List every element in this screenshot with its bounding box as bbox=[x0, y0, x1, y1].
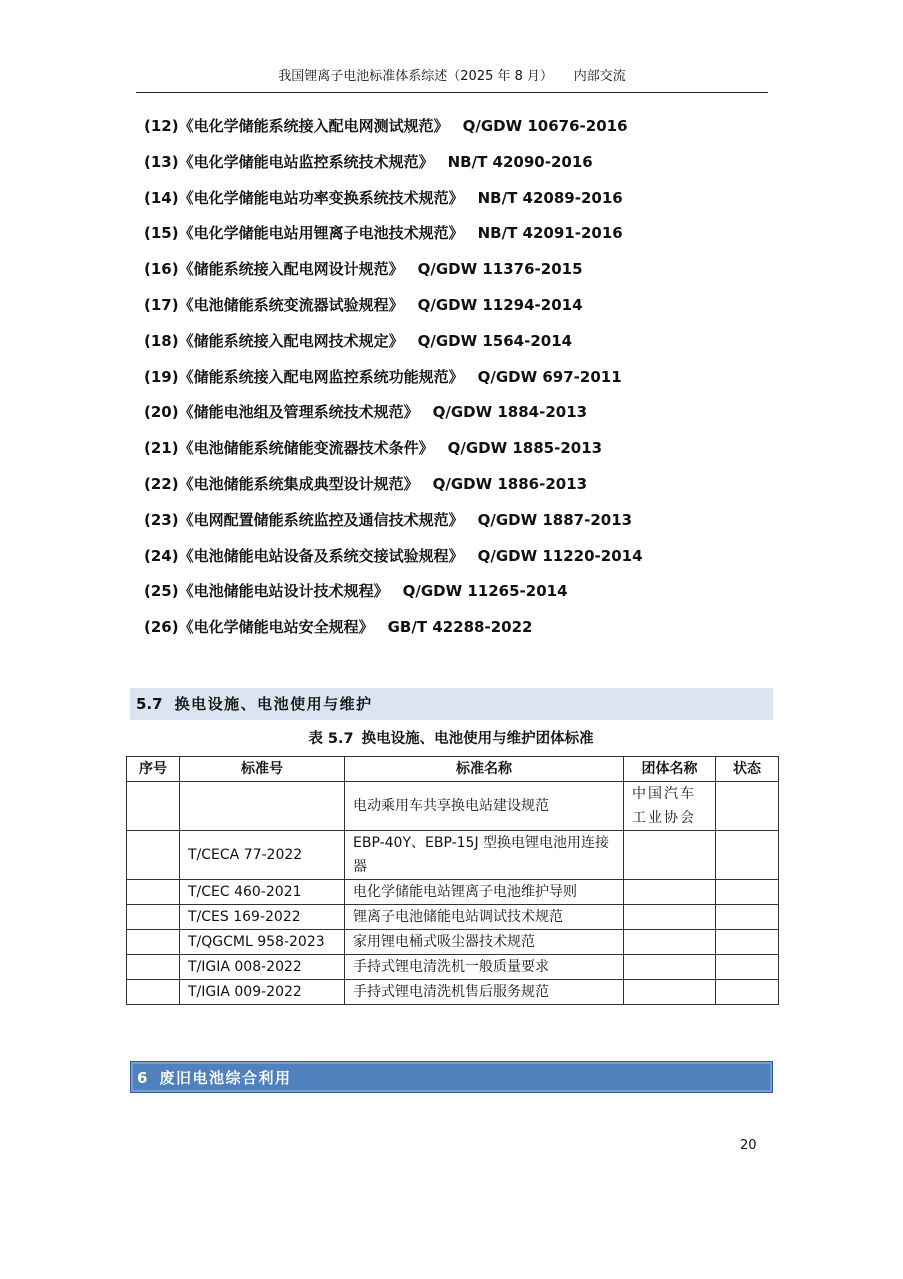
cell-name: 电动乘用车共享换电站建设规范 bbox=[345, 782, 624, 831]
list-item: (15)《电化学储能电站用锂离子电池技术规范》 NB/T 42091-2016 bbox=[144, 224, 623, 243]
col-header-name: 标准名称 bbox=[345, 757, 624, 782]
cell-name: 手持式锂电清洗机一般质量要求 bbox=[345, 955, 624, 980]
list-item: (20)《储能电池组及管理系统技术规范》 Q/GDW 1884-2013 bbox=[144, 403, 588, 422]
page-header bbox=[136, 66, 768, 93]
page-number: 20 bbox=[740, 1138, 757, 1153]
table-row bbox=[127, 930, 779, 955]
list-item: (19)《储能系统接入配电网监控系统功能规范》 Q/GDW 697-2011 bbox=[144, 367, 622, 386]
col-header-code: 标准号 bbox=[180, 757, 345, 782]
cell-status bbox=[716, 930, 779, 955]
cell-seq bbox=[127, 980, 180, 1005]
cell-org bbox=[624, 905, 716, 930]
list-item: (18)《储能系统接入配电网技术规定》 Q/GDW 1564-2014 bbox=[144, 331, 573, 350]
list-item: (26)《电化学储能电站安全规程》 GB/T 42288-2022 bbox=[144, 618, 533, 637]
list-item: (22)《电池储能系统集成典型设计规范》 Q/GDW 1886-2013 bbox=[144, 474, 588, 493]
cell-org bbox=[624, 831, 716, 880]
cell-name: EBP-40Y、EBP-15J 型换电锂电池用连接器 bbox=[345, 831, 624, 880]
table-row bbox=[127, 905, 779, 930]
table-row bbox=[127, 955, 779, 980]
cell-code: T/QGCML 958-2023 bbox=[180, 930, 345, 955]
table-row bbox=[127, 880, 779, 905]
cell-seq bbox=[127, 930, 180, 955]
section-heading-5-7 bbox=[130, 688, 773, 720]
cell-seq bbox=[127, 782, 180, 831]
table-caption-title: 换电设施、电池使用与维护团体标准 bbox=[361, 731, 594, 747]
table-row bbox=[127, 831, 779, 880]
list-item: (17)《电池储能系统变流器试验规程》 Q/GDW 11294-2014 bbox=[144, 295, 583, 314]
cell-code: T/CEC 460-2021 bbox=[180, 880, 345, 905]
cell-org bbox=[624, 880, 716, 905]
list-item: (14)《电化学储能电站功率变换系统技术规范》 NB/T 42089-2016 bbox=[144, 188, 623, 207]
table-caption-number: 表 5.7 bbox=[308, 731, 354, 747]
header-tag: 内部交流 bbox=[573, 69, 626, 84]
cell-seq bbox=[127, 831, 180, 880]
cell-status bbox=[716, 905, 779, 930]
header-title: 我国锂离子电池标准体系综述（2025 年 8 月） bbox=[278, 69, 554, 84]
cell-status bbox=[716, 831, 779, 880]
cell-name: 手持式锂电清洗机售后服务规范 bbox=[345, 980, 624, 1005]
standards-list bbox=[144, 112, 784, 649]
cell-code: T/IGIA 008-2022 bbox=[180, 955, 345, 980]
list-item: (25)《电池储能电站设计技术规程》 Q/GDW 11265-2014 bbox=[144, 582, 568, 601]
cell-seq bbox=[127, 880, 180, 905]
section-heading-6 bbox=[130, 1061, 773, 1093]
cell-org bbox=[624, 980, 716, 1005]
table-row bbox=[127, 980, 779, 1005]
standards-table bbox=[126, 756, 779, 1005]
list-item: (12)《电化学储能系统接入配电网测试规范》 Q/GDW 10676-2016 bbox=[144, 117, 628, 135]
cell-name: 电化学储能电站锂离子电池维护导则 bbox=[345, 880, 624, 905]
col-header-seq: 序号 bbox=[127, 757, 180, 782]
section-title: 废旧电池综合利用 bbox=[159, 1069, 292, 1087]
cell-status bbox=[716, 880, 779, 905]
list-item: (21)《电池储能系统储能变流器技术条件》 Q/GDW 1885-2013 bbox=[144, 439, 603, 458]
section-title: 换电设施、电池使用与维护 bbox=[174, 695, 373, 713]
cell-org bbox=[624, 930, 716, 955]
cell-status bbox=[716, 955, 779, 980]
cell-code: T/IGIA 009-2022 bbox=[180, 980, 345, 1005]
section-number: 6 bbox=[137, 1069, 148, 1087]
list-item: (24)《电池储能电站设备及系统交接试验规程》 Q/GDW 11220-2014 bbox=[144, 546, 643, 565]
col-header-org: 团体名称 bbox=[624, 757, 716, 782]
cell-seq bbox=[127, 905, 180, 930]
cell-name: 家用锂电桶式吸尘器技术规范 bbox=[345, 930, 624, 955]
table-header-row bbox=[127, 757, 779, 782]
cell-code bbox=[180, 782, 345, 831]
list-item: (16)《储能系统接入配电网设计规范》 Q/GDW 11376-2015 bbox=[144, 260, 583, 279]
table-caption bbox=[126, 726, 776, 752]
list-item: (13)《电化学储能电站监控系统技术规范》 NB/T 42090-2016 bbox=[144, 152, 593, 171]
cell-org bbox=[624, 955, 716, 980]
cell-code: T/CECA 77-2022 bbox=[180, 831, 345, 880]
list-item: (23)《电网配置储能系统监控及通信技术规范》 Q/GDW 1887-2013 bbox=[144, 510, 633, 529]
table-row bbox=[127, 782, 779, 831]
cell-org: 中国汽车工业协会 bbox=[624, 782, 716, 831]
cell-code: T/CES 169-2022 bbox=[180, 905, 345, 930]
cell-status bbox=[716, 980, 779, 1005]
cell-seq bbox=[127, 955, 180, 980]
cell-status bbox=[716, 782, 779, 831]
section-number: 5.7 bbox=[136, 695, 163, 713]
col-header-status: 状态 bbox=[716, 757, 779, 782]
cell-name: 锂离子电池储能电站调试技术规范 bbox=[345, 905, 624, 930]
